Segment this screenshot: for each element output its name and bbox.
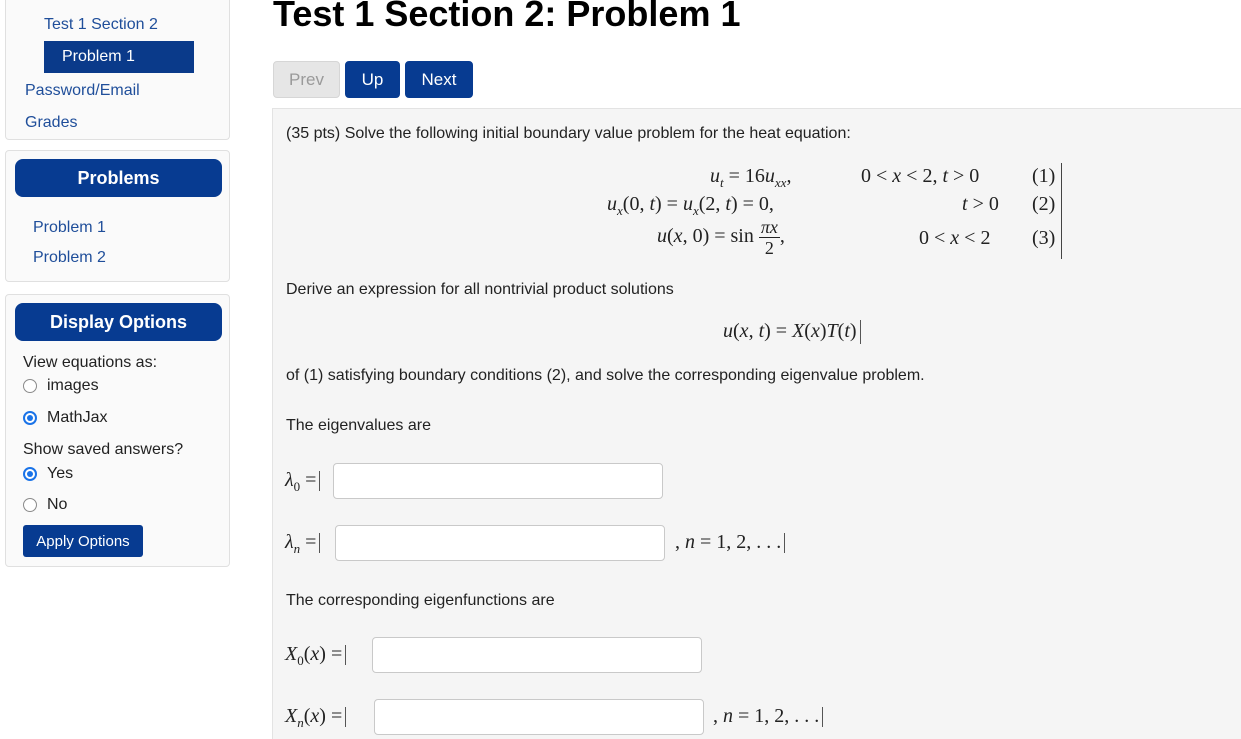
display-options-panel	[5, 294, 230, 567]
apply-options-button[interactable]: Apply Options	[23, 525, 143, 557]
equation-3-number: (3)	[1032, 227, 1056, 249]
equation-3-lhs: u(x, 0) = sin $\frac{\pi x}{2}$ ,	[657, 217, 785, 258]
lambdan-range: , n = 1, 2, . . .	[675, 531, 785, 554]
radio-images-label: images	[47, 377, 99, 394]
problem-2-link[interactable]: Problem 2	[33, 249, 106, 266]
equation-1-condition: 0 < x < 2, t > 0	[861, 165, 980, 187]
equation-1-number: (1)	[1032, 165, 1056, 187]
radio-mathjax-button[interactable]	[23, 411, 37, 425]
equation-2-condition: t > 0	[962, 193, 999, 215]
problem-intro: (35 pts) Solve the following initial boundary value problem for the heat equation:	[286, 125, 851, 142]
equation-1-lhs: $u_t = 16u_{xx}$,	[710, 165, 792, 190]
up-button[interactable]: Up	[345, 61, 400, 98]
lambda0-input[interactable]	[333, 463, 663, 499]
X0-label: $X_0(x)$ =	[285, 643, 346, 669]
X0-input[interactable]	[372, 637, 702, 673]
radio-no[interactable]	[23, 496, 67, 514]
radio-no-button[interactable]	[23, 498, 37, 512]
equation-2-lhs: $u_x(0$, $t) = u_x(2$, t) = 0,	[607, 193, 774, 218]
radio-yes-button[interactable]	[23, 467, 37, 481]
boundary-conditions-text: of (1) satisfying boundary conditions (2), and solve the corresponding eigenvalue problem.	[286, 367, 925, 384]
eigenfunctions-text: The corresponding eigenfunctions are	[286, 592, 555, 609]
nav-section-link[interactable]: Test 1 Section 2	[44, 16, 158, 33]
equation-3-condition: 0 < x < 2	[919, 227, 991, 249]
course-nav-panel	[5, 0, 230, 140]
equation-2-number: (2)	[1032, 193, 1056, 215]
Xn-label: $X_n(x)$ =	[285, 705, 346, 731]
radio-mathjax[interactable]	[23, 409, 107, 427]
nav-active-problem[interactable]: Problem 1	[44, 41, 194, 73]
prev-button[interactable]: Prev	[273, 61, 340, 98]
problem-1-link[interactable]: Problem 1	[33, 219, 106, 236]
nav-password-email-link[interactable]: Password/Email	[25, 82, 140, 99]
view-equations-label: View equations as:	[23, 354, 158, 371]
equation-cursor	[1061, 163, 1062, 259]
problems-panel	[5, 150, 230, 282]
product-solution-equation: u(x, t) = X(x)T(t)	[723, 320, 861, 344]
show-saved-answers-label: Show saved answers?	[23, 441, 184, 458]
radio-images-button[interactable]	[23, 379, 37, 393]
next-button[interactable]: Next	[405, 61, 473, 98]
derive-text: Derive an expression for all nontrivial product solutions	[286, 281, 674, 298]
problem-body	[272, 108, 1241, 739]
nav-grades-link[interactable]: Grades	[25, 114, 78, 131]
eigenvalues-text: The eigenvalues are	[286, 417, 431, 434]
Xn-input[interactable]	[374, 699, 704, 735]
radio-mathjax-label: MathJax	[47, 409, 108, 426]
problems-heading: Problems	[15, 159, 222, 197]
page-title: Test 1 Section 2: Problem 1	[273, 0, 741, 34]
lambda0-label: $\lambda_0$ =	[285, 469, 320, 495]
radio-no-label: No	[47, 496, 68, 513]
radio-images[interactable]	[23, 377, 99, 395]
Xn-range: , n = 1, 2, . . .	[713, 705, 823, 728]
lambdan-input[interactable]	[335, 525, 665, 561]
radio-yes-label: Yes	[47, 465, 74, 482]
display-options-heading: Display Options	[15, 303, 222, 341]
radio-yes[interactable]	[23, 465, 73, 483]
lambdan-label: $\lambda_n$ =	[285, 531, 320, 557]
